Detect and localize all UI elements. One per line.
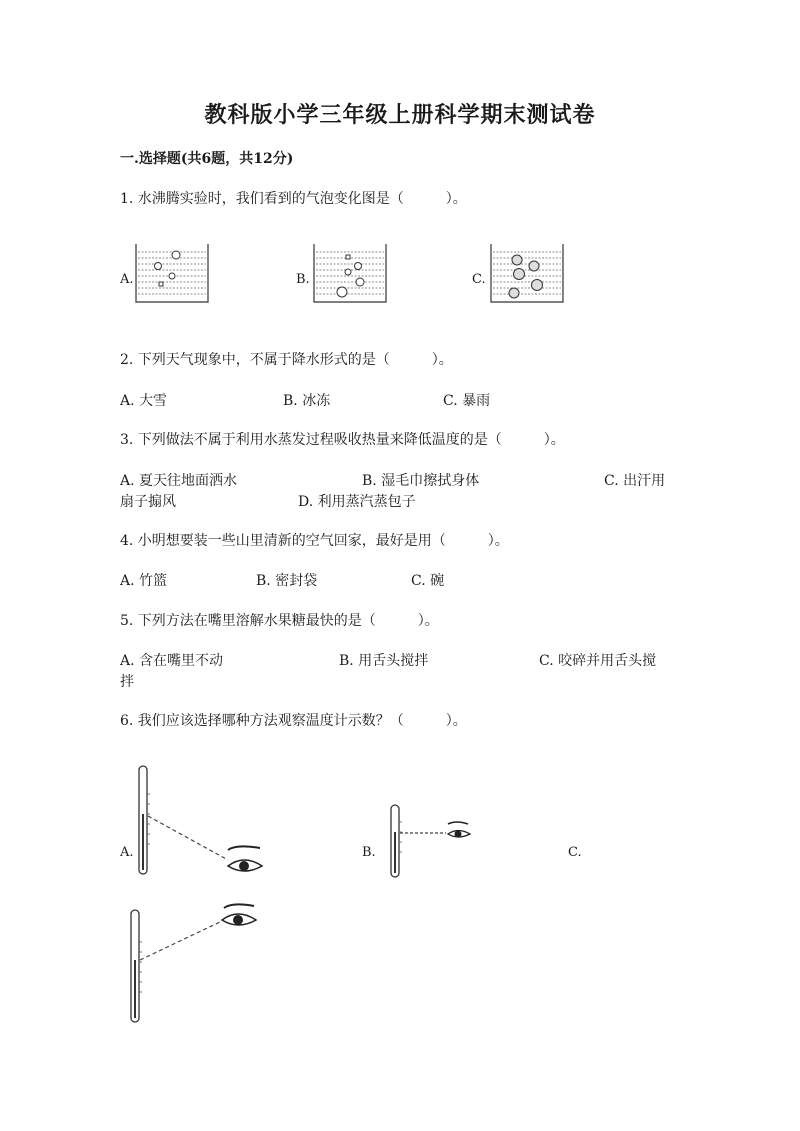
q4-option-a: A. 竹篮: [120, 573, 168, 589]
q5-option-c: C. 咬碎并用舌头搅: [539, 653, 657, 669]
q1-beaker-c-diagram: [489, 242, 565, 304]
q1-option-c-label: C.: [472, 272, 486, 287]
q4-option-b: B. 密封袋: [256, 573, 318, 589]
question-6: 6. 我们应该选择哪种方法观察温度计示数？（ ）。: [120, 713, 467, 729]
thermometer-icon: [131, 910, 142, 1022]
q6-option-b-label: B.: [362, 845, 376, 860]
question-5: 5. 下列方法在嘴里溶解水果糖最快的是（ ）。: [120, 613, 439, 629]
q6-option-c-label: C.: [568, 845, 582, 860]
question-4: 4. 小明想要装一些山里清新的空气回家，最好是用（ ）。: [120, 533, 509, 549]
q2-option-b: B. 冰冻: [283, 393, 331, 409]
q5-option-c-continued: 拌: [120, 674, 134, 690]
section-heading: 一.选择题(共6题，共12分): [120, 151, 294, 167]
eye-icon: [222, 904, 256, 925]
q2-option-c: C. 暴雨: [443, 393, 491, 409]
eye-icon: [448, 822, 470, 838]
thermometer-icon: [391, 805, 402, 877]
eye-icon: [228, 846, 262, 871]
q6-option-b-diagram: [388, 802, 478, 882]
question-1: 1. 水沸腾实验时，我们看到的气泡变化图是（ ）。: [120, 191, 467, 207]
q6-option-c-diagram: [128, 902, 268, 1032]
q3-option-d: D. 利用蒸汽蒸包子: [298, 494, 416, 510]
q5-option-b: B. 用舌头搅拌: [339, 653, 429, 669]
q4-option-c: C. 碗: [411, 573, 445, 589]
page-title: 教科版小学三年级上册科学期末测试卷: [204, 102, 596, 128]
q3-option-c-continued: 扇子搧风: [120, 494, 176, 510]
q6-option-a-diagram: [136, 764, 266, 884]
q1-beaker-b-diagram: [312, 242, 388, 304]
q2-option-a: A. 大雪: [120, 393, 168, 409]
thermometer-icon: [139, 766, 150, 874]
q1-beaker-a-diagram: [134, 242, 210, 304]
q1-option-a-label: A.: [120, 272, 134, 287]
q6-option-a-label: A.: [120, 845, 134, 860]
q5-option-a: A. 含在嘴里不动: [120, 653, 224, 669]
question-3: 3. 下列做法不属于利用水蒸发过程吸收热量来降低温度的是（ ）。: [120, 432, 565, 448]
q1-option-b-label: B.: [296, 272, 310, 287]
q3-option-a: A. 夏天往地面洒水: [120, 473, 238, 489]
question-2: 2. 下列天气现象中，不属于降水形式的是（ ）。: [120, 352, 453, 368]
q3-option-b: B. 湿毛巾擦拭身体: [362, 473, 480, 489]
q3-option-c: C. 出汗用: [604, 473, 666, 489]
